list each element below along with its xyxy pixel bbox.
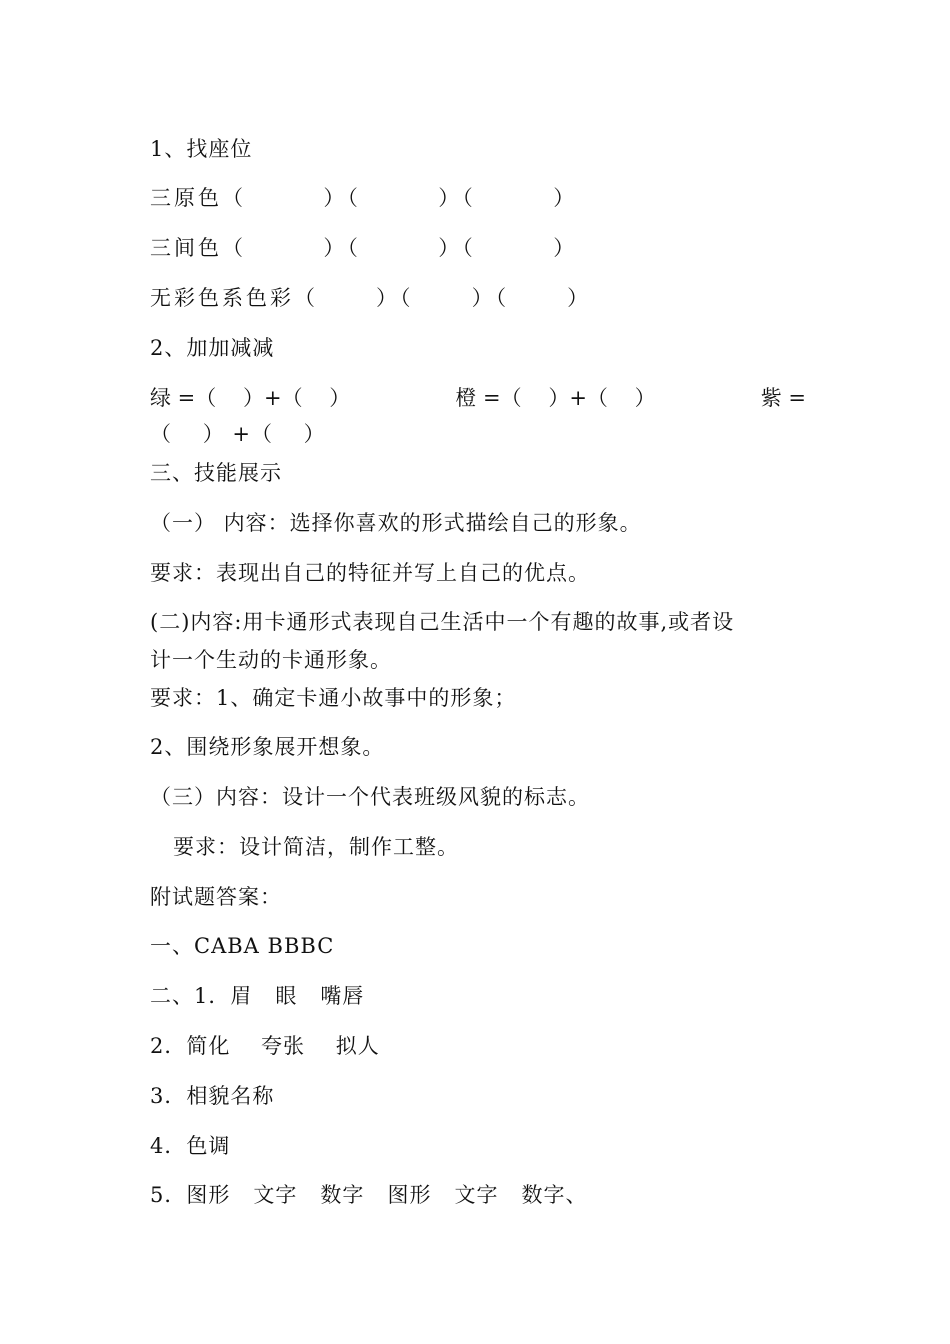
answer-part-two-2: 2．简化 夸张 拟人 xyxy=(150,1034,380,1058)
answers-heading: 附试题答案： xyxy=(150,885,282,909)
task-two-content-cont: 计一个生动的卡通形象。 xyxy=(150,648,392,672)
answer-part-two-5: 5．图形 文字 数字 图形 文字 数字、 xyxy=(150,1183,588,1207)
task-two-content: (二)内容:用卡通形式表现自己生活中一个有趣的故事,或者设 xyxy=(150,610,735,634)
answer-part-two-3: 3．相貌名称 xyxy=(150,1084,275,1108)
answer-part-two-4: 4．色调 xyxy=(150,1134,231,1158)
section-heading-add-subtract: 2、加加减减 xyxy=(150,336,275,360)
answer-part-one: 一、CABA BBBC xyxy=(150,934,335,958)
primary-colors-line: 三原色（ ）（ ）（ ） xyxy=(150,186,578,210)
task-two-requirement-2: 2、围绕形象展开想象。 xyxy=(150,735,385,759)
secondary-colors-line: 三间色（ ）（ ）（ ） xyxy=(150,236,578,260)
task-three-content: （三）内容：设计一个代表班级风貌的标志。 xyxy=(150,785,590,809)
color-mixing-line xyxy=(150,384,806,412)
orange-mix: 橙 =（ ）+（ ） xyxy=(455,386,656,410)
achromatic-colors-line: 无彩色系色彩（ ）（ ）（ ） xyxy=(150,286,592,310)
purple-mix-continuation: （ ） +（ ） xyxy=(150,422,326,446)
task-one-content: （一） 内容：选择你喜欢的形式描绘自己的形象。 xyxy=(150,511,642,535)
answer-part-two-1: 二、1．眉 眼 嘴唇 xyxy=(150,984,365,1008)
section-heading-find-seat: 1、找座位 xyxy=(150,137,253,161)
section-heading-skills: 三、技能展示 xyxy=(150,461,282,485)
task-three-requirement: 要求：设计简洁，制作工整。 xyxy=(150,835,460,859)
task-one-requirement: 要求：表现出自己的特征并写上自己的优点。 xyxy=(150,561,590,585)
purple-mix: 紫 = xyxy=(760,386,806,410)
task-two-requirement-1: 要求：1、确定卡通小故事中的形象； xyxy=(150,686,517,710)
green-mix: 绿 =（ ）+（ ） xyxy=(150,386,351,410)
